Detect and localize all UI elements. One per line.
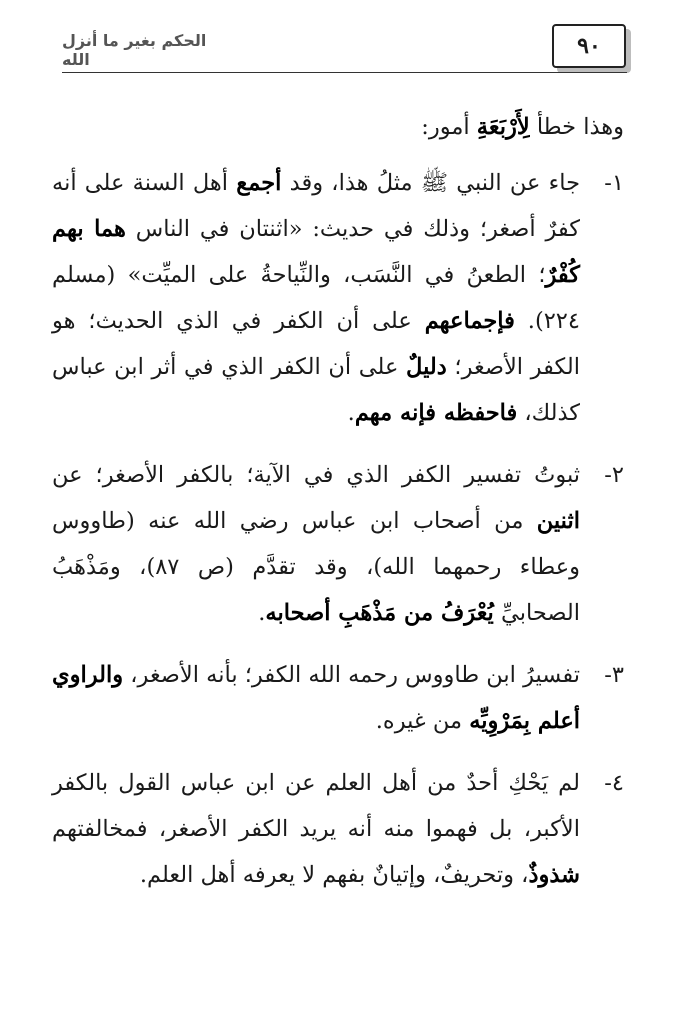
item-text: تفسيرُ ابن طاووس رحمه الله الكفر؛ بأنه الأصغر، والراوي أعلم بِمَرْوِيِّه من غيره.: [52, 662, 580, 734]
item-number: ٢-: [604, 462, 624, 488]
page-number: [552, 24, 626, 68]
intro-bold: لِأَرْبَعَةِ: [476, 114, 530, 140]
item-number: ١-: [604, 170, 624, 196]
list-item-2: [52, 452, 624, 636]
intro-line: وهذا خطأ لِأَرْبَعَةِ أمور:: [421, 114, 624, 140]
list-item-1: [52, 160, 624, 436]
item-number: ٣-: [604, 662, 624, 688]
page-number-text: ٩٠: [577, 33, 601, 59]
item-text: جاء عن النبي ﷺ مثلُ هذا، وقد أجمع أهل السنة على أنه كفرٌ أصغر؛ وذلك في حديث: «اثنتان في الناس هما بهم كُفْرٌ؛ الطعنُ في النَّسَب، والنِّياحةُ على الميِّت» (مسلم ٢٢٤). فإجماعهم على أن الكفر في الذي الحديث؛ هو الكفر الأصغر؛ دليلٌ على أن الكفر الذي في أثر ابن عباس كذلك، فاحفظه فإنه مهم.: [52, 170, 580, 426]
list-item-3: [52, 652, 624, 744]
list-item-4: [52, 760, 624, 898]
item-text: ثبوتُ تفسير الكفر الذي في الآية؛ بالكفر الأصغر؛ عن اثنين من أصحاب ابن عباس رضي الله عنه (طاووس وعطاء رحمهما الله)، وقد تقدَّم (ص ٨٧)، ومَذْهَبُ الصحابيِّ يُعْرَفُ من مَذْهَبِ أصحابه.: [52, 462, 580, 626]
item-number: ٤-: [604, 770, 624, 796]
page-body: [52, 104, 624, 914]
header-divider: [62, 72, 627, 73]
item-text: لم يَحْكِ أحدٌ من أهل العلم عن ابن عباس القول بالكفر الأكبر، بل فهموا منه أنه يريد الكفر الأصغر، فمخالفتهم شذوذٌ، وتحريفٌ، وإتيانٌ بفهم لا يعرفه أهل العلم.: [52, 770, 580, 888]
book-title: الحكم بغير ما أنزل الله: [62, 31, 207, 69]
